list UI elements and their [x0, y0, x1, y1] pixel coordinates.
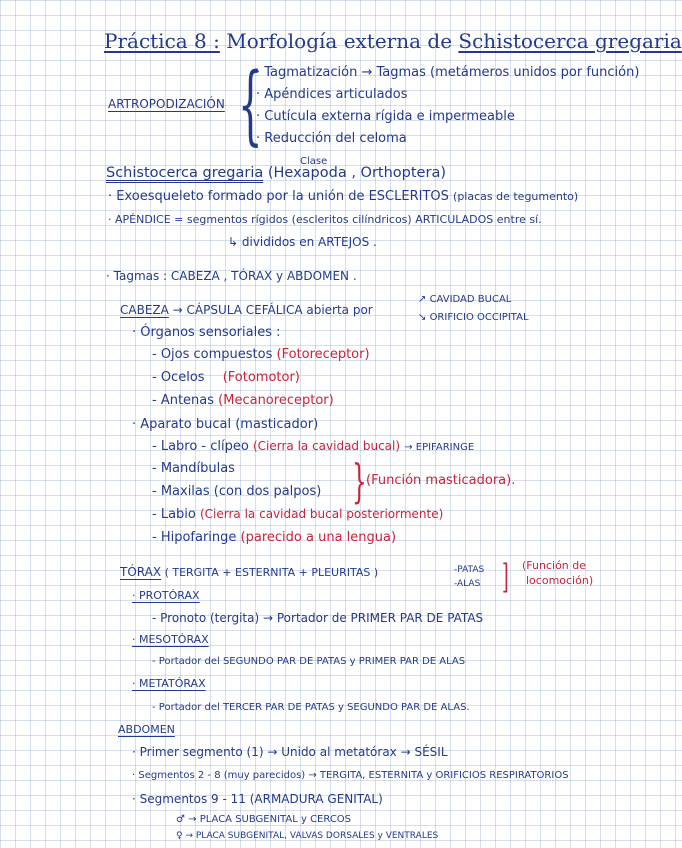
- labro-line: [152, 440, 474, 454]
- exoesqueleto-line: [108, 190, 578, 204]
- aparato-label: · Aparato bucal (masticador): [132, 417, 319, 432]
- taxon-rest: (Hexapoda , Orthoptera): [267, 165, 446, 181]
- artropodizacion-label: ARTROPODIZACIÓN: [108, 97, 225, 111]
- divididos-line: ↳ divididos en ARTEJOS .: [228, 235, 377, 249]
- funcion-brace: }: [352, 454, 367, 508]
- torax-desc: ( TERGITA + ESTERNITA + PLEURITAS ): [164, 566, 379, 579]
- cabeza-label: CABEZA: [120, 303, 169, 317]
- labio-text: - Labio: [152, 507, 196, 522]
- labro-arrow: → EPIFARINGE: [404, 442, 475, 453]
- ojos-text: - Ojos compuestos: [152, 347, 273, 362]
- artropodizacion-item-4: · Reducción del celoma: [256, 131, 407, 146]
- torax-patas: -PATAS: [454, 565, 485, 575]
- abdomen-segment-2-8: · Segmentos 2 - 8 (muy parecidos) → TERGITA, ESTERNITA y ORIFICIOS RESPIRATORIOS: [132, 770, 569, 781]
- cabeza-cavidad: ↗ CAVIDAD BUCAL: [418, 294, 512, 305]
- artropodizacion-item-1: · Tagmatización → Tagmas (metámeros unidos por función): [256, 65, 640, 80]
- ojos-note: (Fotoreceptor): [276, 347, 370, 362]
- taxon-species: Schistocerca gregaria: [106, 165, 264, 181]
- ojos-line: [152, 348, 370, 362]
- maxilas-line: - Maxilas (con dos palpos): [152, 484, 322, 499]
- antenas-line: [152, 394, 334, 408]
- torax-alas: -ALAS: [454, 579, 481, 589]
- hipofaringe-note: (parecido a una lengua): [240, 530, 397, 545]
- organos-label: · Órganos sensoriales :: [132, 325, 281, 340]
- artropodizacion-brace: {: [238, 55, 263, 155]
- abdomen-segment-9-11: · Segmentos 9 - 11 (ARMADURA GENITAL): [132, 792, 383, 806]
- cabeza-desc: → CÁPSULA CEFÁLICA abierta por: [172, 303, 373, 317]
- mesotorax-desc: - Portador del SEGUNDO PAR DE PATAS y PRIMER PAR DE ALAS: [152, 656, 466, 667]
- apendice-line: · APÉNDICE = segmentos rígidos (escleritos cilíndricos) ARTICULADOS entre sí.: [108, 213, 542, 226]
- artropodizacion-item-2: · Apéndices articulados: [256, 87, 408, 102]
- exoesqueleto-note: (placas de tegumento): [453, 190, 579, 203]
- mandibulas-line: - Mandíbulas: [152, 461, 235, 476]
- metatorax-desc: - Portador del TERCER PAR DE PATAS y SEGUNDO PAR DE ALAS.: [152, 702, 470, 713]
- exoesqueleto-text: · Exoesqueleto formado por la unión de ESCLERITOS: [108, 189, 449, 204]
- torax-funcion-2: locomoción): [526, 574, 594, 587]
- hipofaringe-text: - Hipofaringe: [152, 530, 237, 545]
- mesotorax-label: · MESOTÓRAX: [132, 633, 209, 646]
- taxon-line: [106, 166, 446, 182]
- antenas-note: (Mecanoreceptor): [218, 393, 334, 408]
- hipofaringe-line: [152, 531, 396, 545]
- torax-label: TÓRAX: [120, 565, 162, 579]
- labio-note: (Cierra la cavidad bucal posteriormente): [200, 507, 444, 521]
- artropodizacion-item-3: · Cutícula externa rígida e impermeable: [256, 109, 515, 124]
- title-species: Schistocerca gregaria: [458, 29, 682, 53]
- labro-note: (Cierra la cavidad bucal): [252, 439, 401, 453]
- abdomen-female: ♀ → PLACA SUBGENITAL, VALVAS DORSALES y VENTRALES: [176, 831, 439, 841]
- tagmas-line: · Tagmas : CABEZA , TÓRAX y ABDOMEN .: [106, 269, 357, 283]
- ocelos-line: [152, 371, 300, 385]
- torax-line: [120, 566, 378, 579]
- cabeza-orificio: ↘ ORIFICIO OCCIPITAL: [418, 312, 529, 323]
- title-practica: Práctica 8 :: [104, 29, 220, 53]
- torax-funcion-1: (Función de: [522, 559, 587, 572]
- labio-line: [152, 508, 443, 522]
- metatorax-label: · METATÓRAX: [132, 677, 206, 690]
- torax-brace: ]: [502, 557, 509, 597]
- cabeza-orificio-text: ORIFICIO OCCIPITAL: [429, 312, 529, 323]
- abdomen-label: ABDOMEN: [118, 723, 175, 736]
- cabeza-line: [120, 304, 373, 317]
- abdomen-male: ♂ → PLACA SUBGENITAL y CERCOS: [176, 814, 352, 825]
- antenas-text: - Antenas: [152, 393, 215, 408]
- labro-text: - Labro - clípeo: [152, 439, 249, 454]
- protorax-label: · PROTÓRAX: [132, 589, 200, 602]
- pronoto-line: - Pronoto (tergita) → Portador de PRIMER PAR DE PATAS: [152, 611, 484, 625]
- taxon-clase-label: Clase: [300, 156, 328, 167]
- abdomen-segment-1: · Primer segmento (1) → Unido al metatórax → SÉSIL: [132, 745, 448, 759]
- cabeza-cavidad-text: CAVIDAD BUCAL: [429, 294, 512, 305]
- page-title: [104, 30, 682, 52]
- ocelos-text: - Ocelos: [152, 370, 205, 385]
- title-morfologia: Morfología externa de: [226, 29, 453, 53]
- funcion-masticadora: (Función masticadora).: [366, 473, 516, 488]
- ocelos-note: (Fotomotor): [222, 370, 300, 385]
